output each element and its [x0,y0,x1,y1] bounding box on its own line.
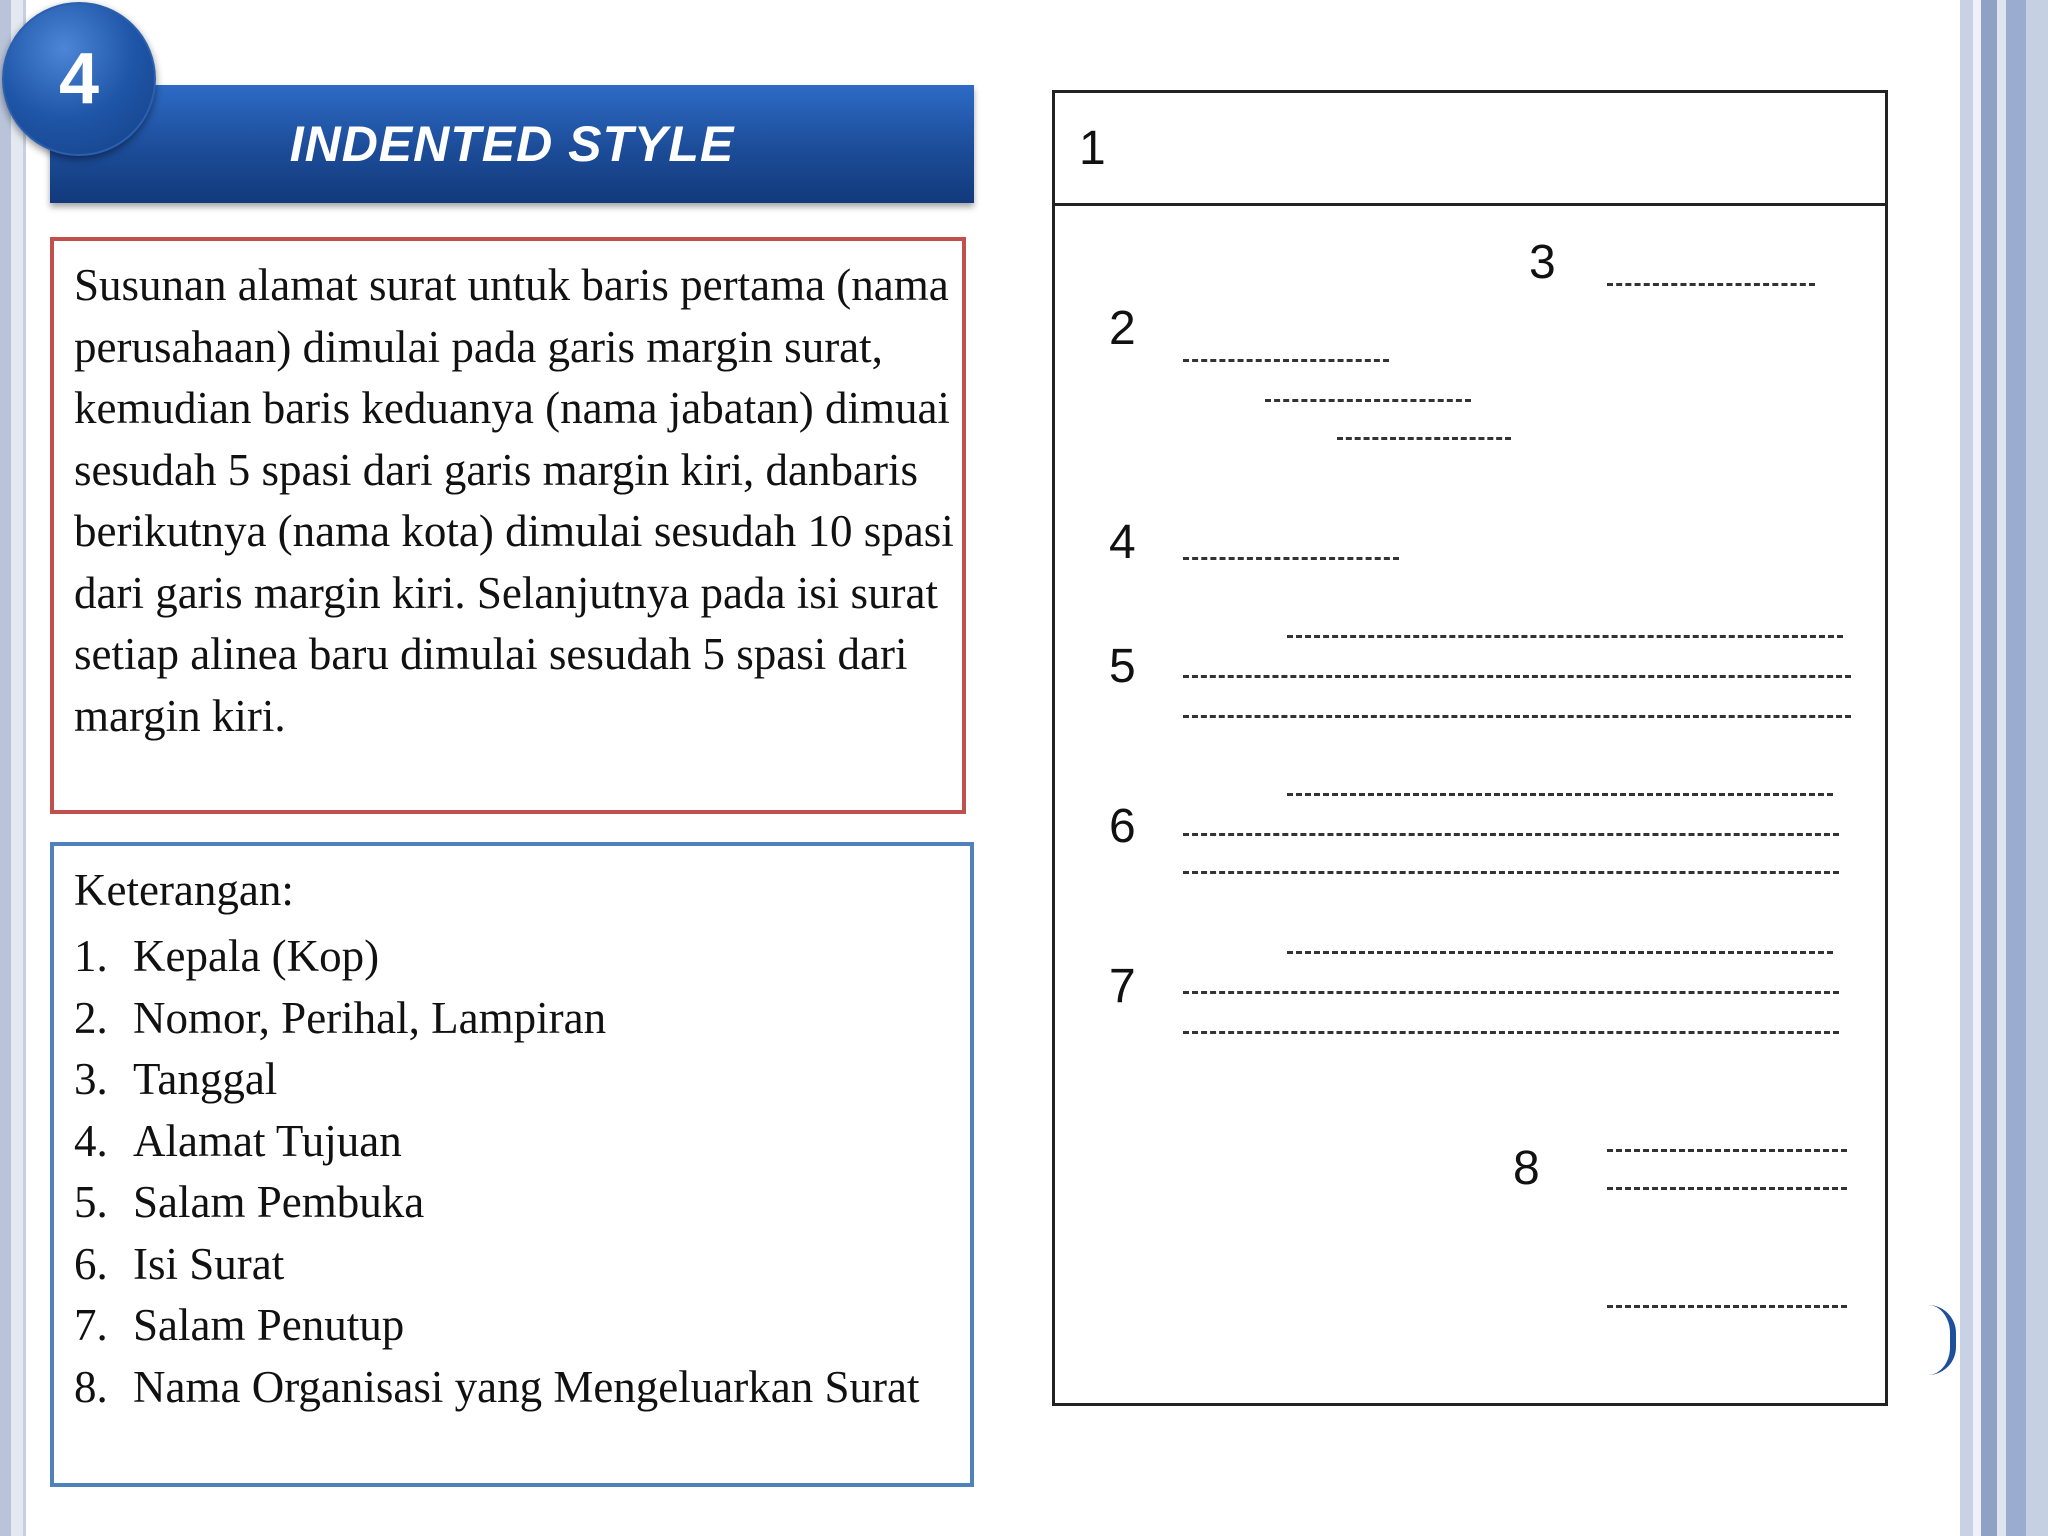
letter-layout-diagram [1052,90,1888,1406]
legend-item-number: 8. [74,1361,108,1412]
date-line [1607,283,1815,286]
slide-title: INDENTED STYLE [289,116,735,172]
legend-item [74,1357,953,1419]
marker-organisasi: 8 [1513,1142,1540,1195]
legend-item [74,1234,953,1296]
legend-item-label: Salam Pembuka [133,1177,425,1227]
legend-item-label: Salam Penutup [133,1300,405,1350]
paragraph-line [1287,793,1833,796]
signature-line [1607,1149,1847,1152]
legend-item-number: 4. [74,1115,108,1166]
legend-item-label: Nomor, Perihal, Lampiran [133,992,607,1043]
marker-salam-penutup: 7 [1109,960,1136,1013]
marker-alamat: 4 [1109,516,1136,569]
title-banner [50,85,974,203]
legend-list [74,926,953,1418]
legend-item [74,1049,953,1111]
legend-item-label: Isi Surat [133,1238,285,1289]
legend-heading: Keterangan: [74,865,294,915]
left-frame-stripe [11,0,23,1536]
legend-item-number: 3. [74,1054,108,1104]
perihal-line [1265,399,1471,402]
legend-item-number: 6. [74,1238,108,1289]
paragraph-line [1287,951,1833,954]
paragraph-line [1183,991,1839,994]
legend-item-number: 7. [74,1300,108,1350]
right-frame-stripe [1981,0,1997,1536]
legend-item-label: Alamat Tujuan [133,1115,402,1166]
right-frame-stripe [2026,0,2048,1536]
legend-item [74,1172,953,1234]
marker-salam-pembuka: 5 [1109,640,1136,693]
marker-kop: 1 [1079,122,1106,175]
address-line [1183,557,1399,560]
lampiran-line [1337,437,1511,440]
legend-item-label: Tanggal [133,1054,278,1104]
legend-item [74,1295,953,1357]
description-box [50,237,966,814]
left-frame-stripe [0,0,11,1536]
legend-box [50,842,974,1487]
legend-item-number: 2. [74,992,108,1043]
right-frame-stripe [1973,0,1981,1536]
right-frame-stripe [1960,0,1973,1536]
signature-line [1607,1187,1847,1190]
right-frame-stripe [2006,0,2026,1536]
right-frame-stripe [1997,0,2006,1536]
paragraph-line [1183,833,1839,836]
paragraph-line [1183,715,1851,718]
description-text: Susunan alamat surat untuk baris pertama (nama perusahaan) dimulai pada garis margin surat, kemudian baris keduanya (nama jabatan) dimuai sesudah 5 spasi dari garis margin kiri, danbaris berikutnya (nama kota) dimulai sesudah 10 spasi dari garis margin kiri. Selanjutnya pada isi surat setiap alinea baru dimulai sesudah 5 spasi dari margin kiri. [74,260,954,741]
marker-nomor: 2 [1109,302,1136,355]
legend-item [74,988,953,1050]
marker-isi-surat: 6 [1109,800,1136,853]
signature-line [1607,1305,1847,1308]
left-frame-stripe [23,0,26,1536]
paragraph-line [1287,635,1843,638]
slide-number: 4 [58,39,100,119]
legend-item-number: 1. [74,931,108,981]
legend-item-label: Kepala (Kop) [133,931,380,981]
legend-item-label: Nama Organisasi yang Mengeluarkan Surat [133,1361,920,1412]
paragraph-line [1183,1031,1839,1034]
marker-tanggal: 3 [1529,236,1556,289]
legend-item-number: 5. [74,1177,108,1227]
legend-item [74,1111,953,1173]
decorative-arc [1928,1305,1956,1375]
paragraph-line [1183,675,1851,678]
paragraph-line [1183,871,1839,874]
slide-number-badge [2,2,156,156]
legend-item [74,926,953,988]
letter-header-section [1055,93,1885,206]
nomor-line [1183,359,1389,362]
